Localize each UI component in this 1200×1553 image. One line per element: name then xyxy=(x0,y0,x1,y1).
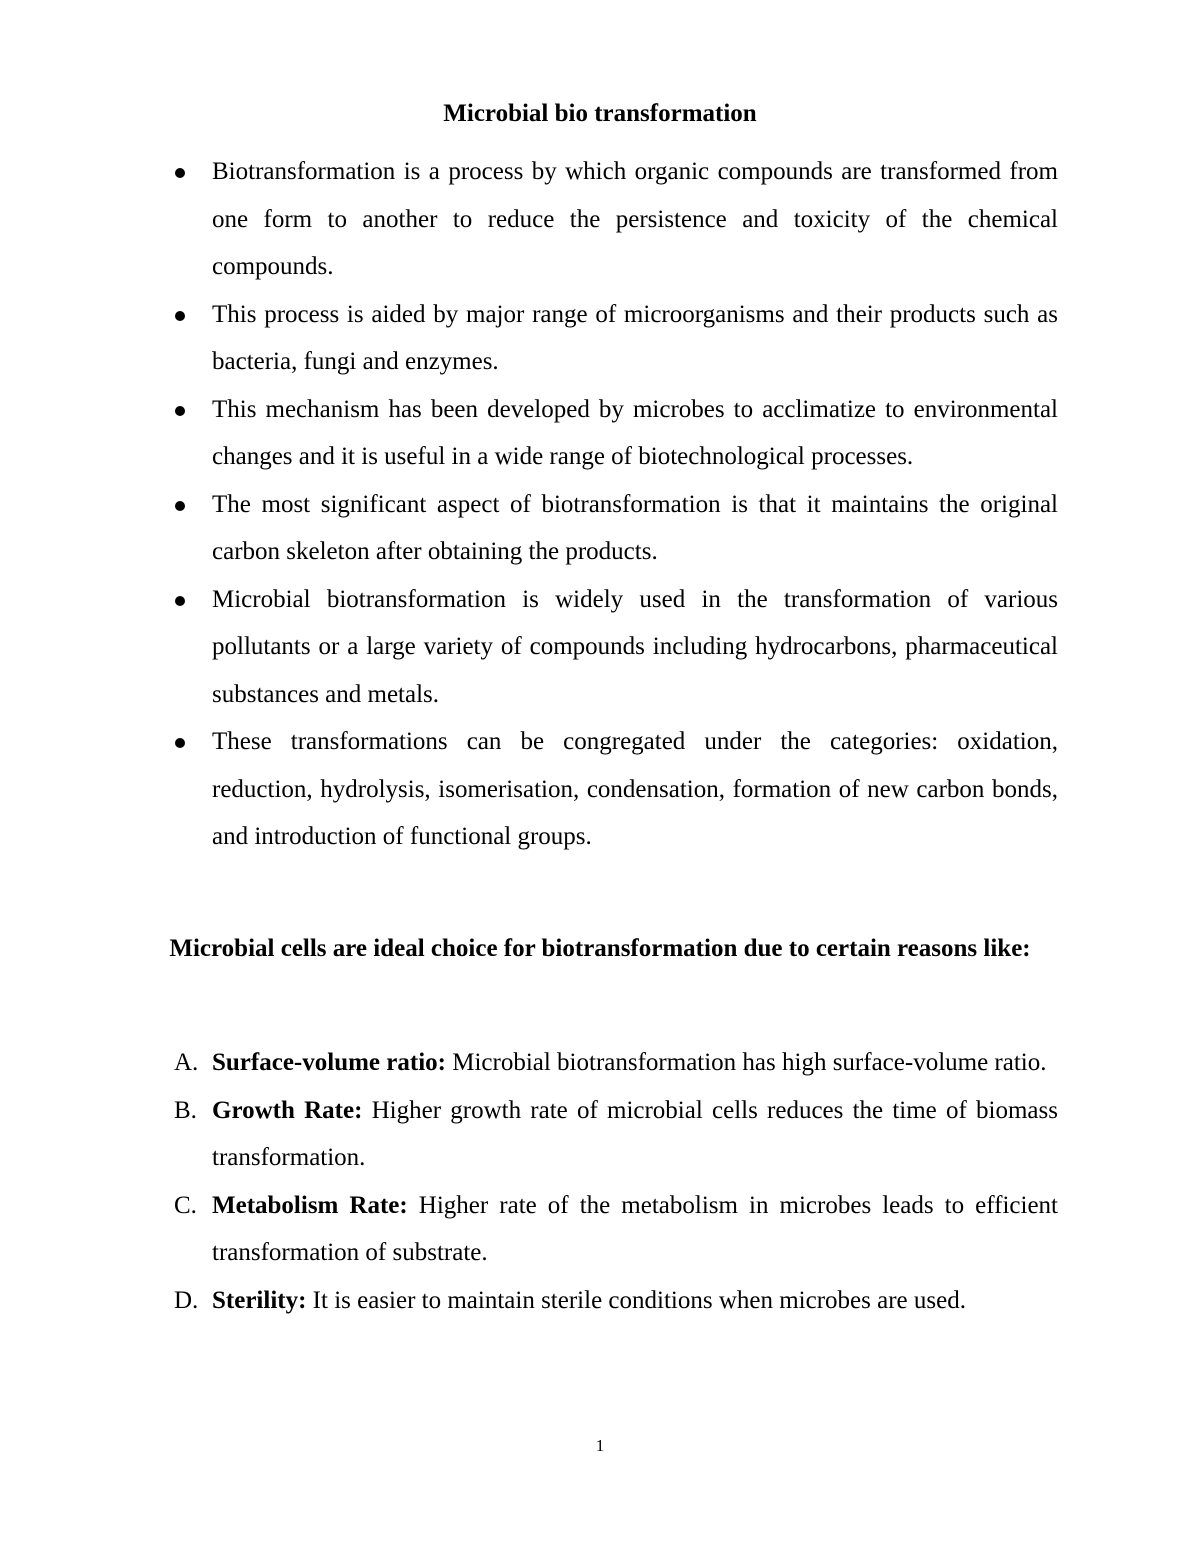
bullet-icon xyxy=(175,406,185,416)
reason-letter: B. xyxy=(174,1096,197,1124)
bullet-text: These transformations can be congregated under the categories: oxidation, reduction, hydrolysis, isomerisation, condensation, formation of new carbon bonds, and introduction of functional groups. xyxy=(212,728,1058,850)
bullet-text: The most significant aspect of biotransformation is that it maintains the original carbon skeleton after obtaining the products. xyxy=(212,490,1058,565)
reason-item xyxy=(0,1182,1058,1277)
reason-letter: C. xyxy=(174,1191,197,1219)
reason-text: It is easier to maintain sterile conditions when microbes are used. xyxy=(306,1286,966,1314)
page-number: 1 xyxy=(595,1436,605,1455)
bullet-icon xyxy=(175,311,185,321)
reason-term: Surface-volume ratio: xyxy=(212,1049,446,1076)
reason-term: Metabolism Rate: xyxy=(212,1191,408,1219)
bullet-text: This process is aided by major range of microorganisms and their products such as bacteria, fungi and enzymes. xyxy=(212,300,1058,375)
bullet-item xyxy=(0,576,1058,719)
bullet-icon xyxy=(175,168,185,178)
section-heading: Microbial cells are ideal choice for biotransformation due to certain reasons like: xyxy=(169,935,1031,962)
bullet-icon xyxy=(175,596,185,606)
bullet-text: Microbial biotransformation is widely used in the transformation of various pollutants or a large variety of compounds including hydrocarbons, pharmaceutical substances and metals. xyxy=(212,585,1058,708)
reason-term: Sterility: xyxy=(212,1286,307,1314)
bullet-item xyxy=(0,386,1058,481)
bullet-item xyxy=(0,291,1058,386)
bullet-item xyxy=(0,481,1058,576)
bullet-icon xyxy=(175,501,185,511)
bullet-item xyxy=(0,718,1058,861)
reason-letter: A. xyxy=(174,1049,199,1076)
bullet-text: Biotransformation is a process by which organic compounds are transformed from one form to another to reduce the persistence and toxicity of the chemical compounds. xyxy=(212,158,1058,280)
reason-item xyxy=(0,1039,1058,1087)
reason-text: Higher rate of the metabolism in microbes leads to efficient transformation of substrate. xyxy=(212,1191,1058,1266)
reason-text: Microbial biotransformation has high surface-volume ratio. xyxy=(445,1049,1047,1076)
bullet-icon xyxy=(175,738,185,748)
bullet-text: This mechanism has been developed by microbes to acclimatize to environmental changes and it is useful in a wide range of biotechnological processes. xyxy=(212,395,1058,470)
reason-term: Growth Rate: xyxy=(212,1096,363,1124)
bullet-list xyxy=(0,148,1200,861)
bullet-item xyxy=(0,148,1058,291)
document-title: Microbial bio transformation xyxy=(443,100,757,127)
reason-text: Higher growth rate of microbial cells reduces the time of biomass transformation. xyxy=(212,1096,1058,1171)
reason-item xyxy=(0,1277,1058,1325)
reason-item xyxy=(0,1087,1058,1182)
reasons-list xyxy=(0,1039,1200,1324)
reason-letter: D. xyxy=(174,1286,199,1314)
